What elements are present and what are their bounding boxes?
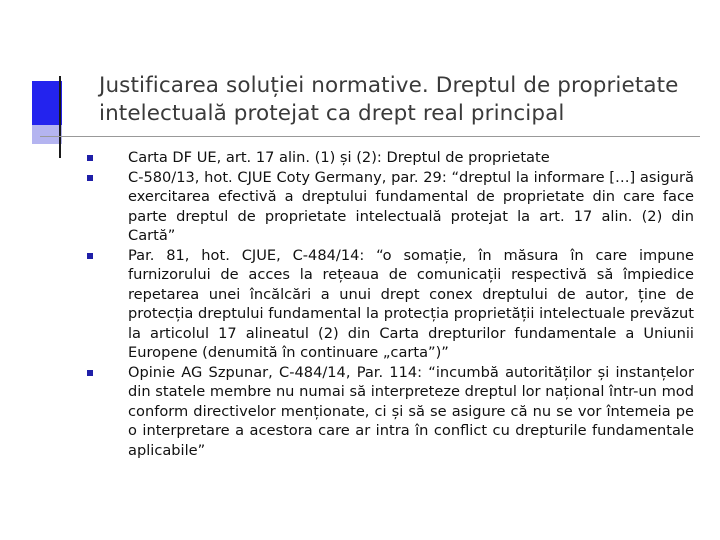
bullet-item <box>86 246 694 363</box>
bullet-text: Par. 81, hot. CJUE, C-484/14: “o somație, în măsura în care impune furnizorului de acces la rețeaua de comunicații respectivă să împiedice repetarea unei încălcări a unui drept conex dreptului de autor, ține de protecția dreptului fundamental la protecția proprietății intelectuale prevăzut la articolul 17 alineatul (2) din Carta drepturilor fundamentale a Uniunii Europene (denumită în continuare „carta”)” <box>128 246 694 361</box>
bullet-text: Opinie AG Szpunar, C-484/14, Par. 114: “incumbă autorităților și instanțelor din statele membre nu numai să interpreteze dreptul lor național într-un mod conform directivelor menționate, ci și să se asigure că nu se vor întemeia pe o interpretare a acestora care ar intra în conflict cu drepturile fundamentale aplicabile” <box>128 363 694 459</box>
bullet-list <box>86 148 694 460</box>
bullet-item <box>86 148 694 168</box>
square-bullet-icon <box>87 370 93 376</box>
slide-title: Justificarea soluției normative. Dreptul de proprietate intelectuală protejat ca drept real principal <box>99 73 679 126</box>
decorative-light-square <box>32 125 62 144</box>
square-bullet-icon <box>87 175 93 181</box>
decorative-vertical-line <box>59 76 61 158</box>
square-bullet-icon <box>87 155 93 161</box>
bullet-text: C-580/13, hot. CJUE Coty Germany, par. 29: “dreptul la informare […] asigură exercitarea efectivă a dreptului fundamental de proprietate din care face parte dreptul de proprietate intelectuală protejat la art. 17 alin. (2) din Cartă” <box>128 168 694 244</box>
bullet-text: Carta DF UE, art. 17 alin. (1) și (2): Dreptul de proprietate <box>128 149 550 166</box>
title-underline <box>40 136 700 137</box>
bullet-item <box>86 168 694 246</box>
square-bullet-icon <box>87 253 93 259</box>
bullet-item <box>86 363 694 461</box>
decorative-blue-square <box>32 81 62 125</box>
